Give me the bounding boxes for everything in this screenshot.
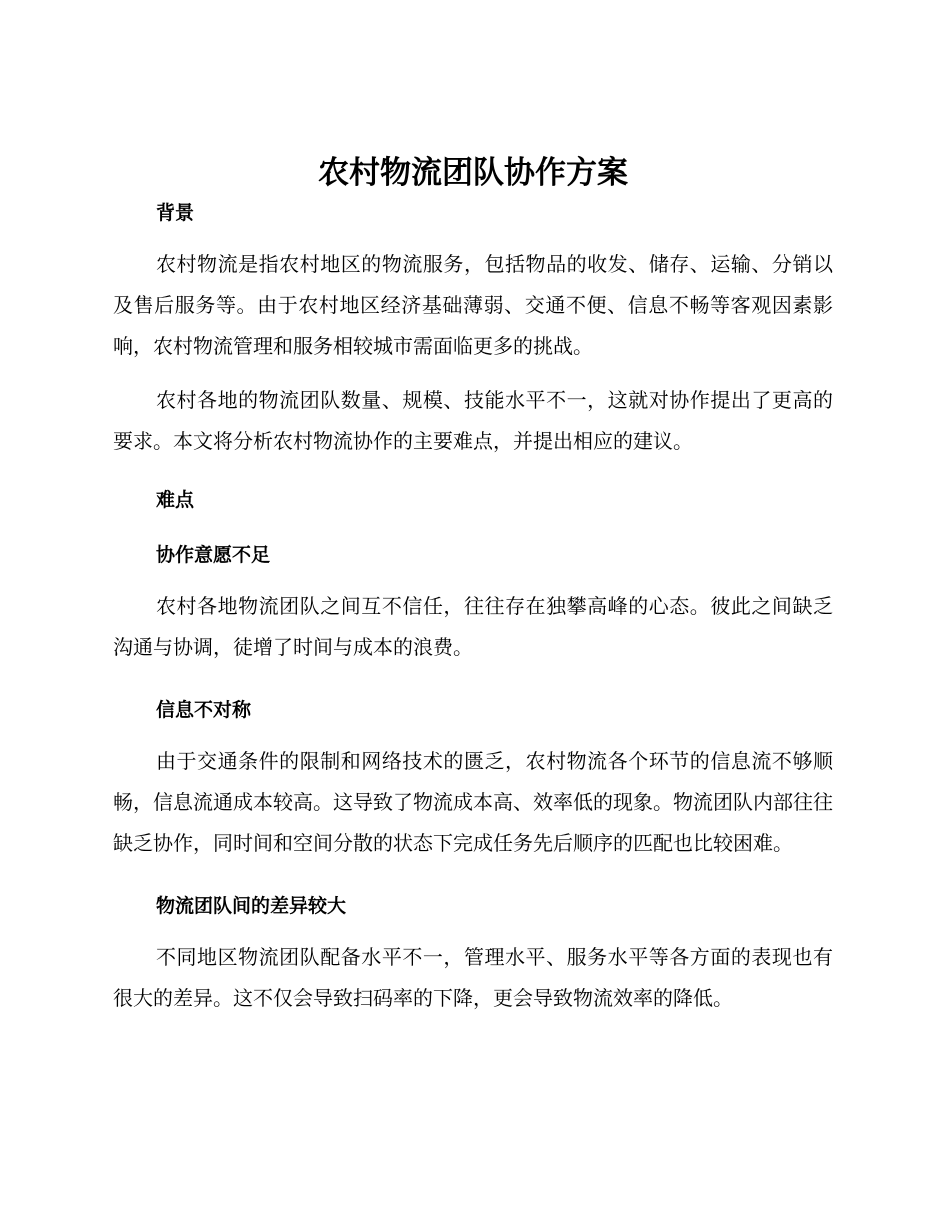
subheading-team-differences: 物流团队间的差异较大 <box>156 895 347 917</box>
paragraph-team-differences: 不同地区物流团队配备水平不一，管理水平、服务水平等各方面的表现也有很大的差异。这不仅会导致扫码率的下降，更会导致物流效率的降低。 <box>113 945 833 1010</box>
section-heading-difficulties: 难点 <box>156 489 195 511</box>
background-paragraph-2: 农村各地的物流团队数量、规模、技能水平不一，这就对协作提出了更高的要求。本文将分析农村物流协作的主要难点，并提出相应的建议。 <box>113 388 833 453</box>
document-page <box>113 150 833 1019</box>
background-paragraph-1: 农村物流是指农村地区的物流服务，包括物品的收发、储存、运输、分销以及售后服务等。由于农村地区经济基础薄弱、交通不便、信息不畅等客观因素影响，农村物流管理和服务相较城市需面临更多的挑战。 <box>113 252 833 358</box>
paragraph-information-asymmetry: 由于交通条件的限制和网络技术的匮乏，农村物流各个环节的信息流不够顺畅，信息流通成本较高。这导致了物流成本高、效率低的现象。物流团队内部往往缺乏协作，同时间和空间分散的状态下完成任务先后顺序的匹配也比较困难。 <box>113 749 833 855</box>
document-title: 农村物流团队协作方案 <box>318 155 628 191</box>
paragraph-cooperation-willingness: 农村各地物流团队之间互不信任，往往存在独攀高峰的心态。彼此之间缺乏沟通与协调，徒增了时间与成本的浪费。 <box>113 594 833 659</box>
subheading-information-asymmetry: 信息不对称 <box>156 699 252 721</box>
section-heading-background: 背景 <box>156 202 195 224</box>
subheading-cooperation-willingness: 协作意愿不足 <box>156 544 271 566</box>
